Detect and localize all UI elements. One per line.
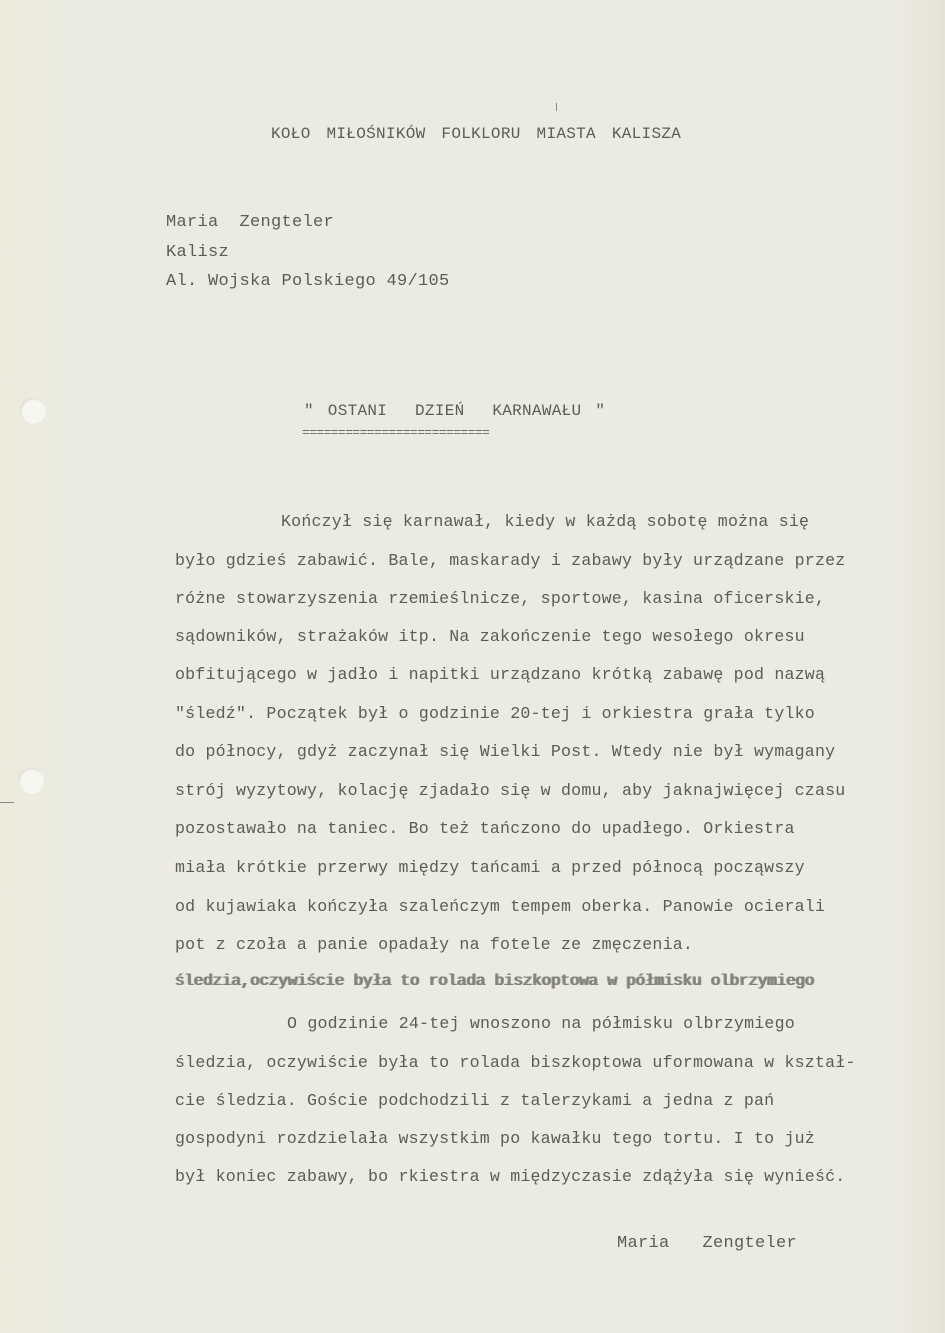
paragraph-1-line: "śledź". Początek był o godzinie 20-tej i orkiestra grała tylko — [175, 704, 815, 723]
paragraph-1-line: pot z czoła a panie opadały na fotele ze zmęczenia. — [175, 935, 694, 954]
paragraph-2-line: O godzinie 24-tej wnoszono na półmisku olbrzymiego — [287, 1014, 795, 1033]
paragraph-1-line: pozostawało na taniec. Bo też tańczono do upadłego. Orkiestra — [175, 819, 795, 838]
paragraph-1-line: różne stowarzyszenia rzemieślnicze, sportowe, kasina oficerskie, — [175, 589, 826, 608]
paragraph-1-line: sądowników, strażaków itp. Na zakończenie tego wesołego okresu — [175, 627, 805, 646]
paragraph-1-line: do północy, gdyż zaczynał się Wielki Post. Wtedy nie był wymagany — [175, 742, 836, 761]
paragraph-1-line: miała krótkie przerwy między tańcami a przed północą począwszy — [175, 858, 805, 877]
paragraph-1-line: strój wyzytowy, kolację zjadało się w domu, aby jaknajwięcej czasu — [175, 781, 846, 800]
author-address: Al. Wojska Polskiego 49/105 — [166, 272, 450, 291]
author-city: Kalisz — [166, 243, 230, 262]
paragraph-1-line: od kujawiaka kończyła szaleńczym tempem oberka. Panowie ocierali — [175, 897, 826, 916]
paragraph-1-line: było gdzieś zabawić. Bale, maskarady i zabawy były urządzane przez — [175, 551, 846, 570]
title-underline: ========================== — [302, 425, 490, 440]
paragraph-2-line: gospodyni rozdzielała wszystkim po kawałku tego tortu. I to już — [175, 1129, 815, 1148]
paragraph-2-line: był koniec zabawy, bo rkiestra w międzyczasie zdążyła się wynieść. — [175, 1167, 846, 1186]
paragraph-2-line: śledzia, oczywiście była to rolada biszkoptowa uformowana w kształ- — [175, 1053, 856, 1072]
stray-mark — [556, 103, 557, 111]
author-name: Maria Zengteler — [166, 213, 335, 232]
paragraph-2-line: cie śledzia. Goście podchodzili z talerzykami a jedna z pań — [175, 1091, 775, 1110]
signature: Maria Zengteler — [617, 1234, 798, 1253]
punch-hole-bottom — [18, 768, 44, 794]
struck-through-line: śledzia,oczywiście była to rolada biszkoptowa w półmisku olbrzymiego — [175, 972, 815, 990]
document-title: " OSTANI DZIEŃ KARNAWAŁU " — [304, 402, 606, 420]
paragraph-1-line: obfitującego w jadło i napitki urządzano krótką zabawę pod nazwą — [175, 665, 826, 684]
paragraph-1-line: Kończył się karnawał, kiedy w każdą sobotę można się — [281, 512, 810, 531]
punch-hole-top — [20, 398, 46, 424]
margin-mark — [0, 802, 14, 803]
organization-header: KOŁO MIŁOŚNIKÓW FOLKLORU MIASTA KALISZA — [271, 125, 682, 143]
